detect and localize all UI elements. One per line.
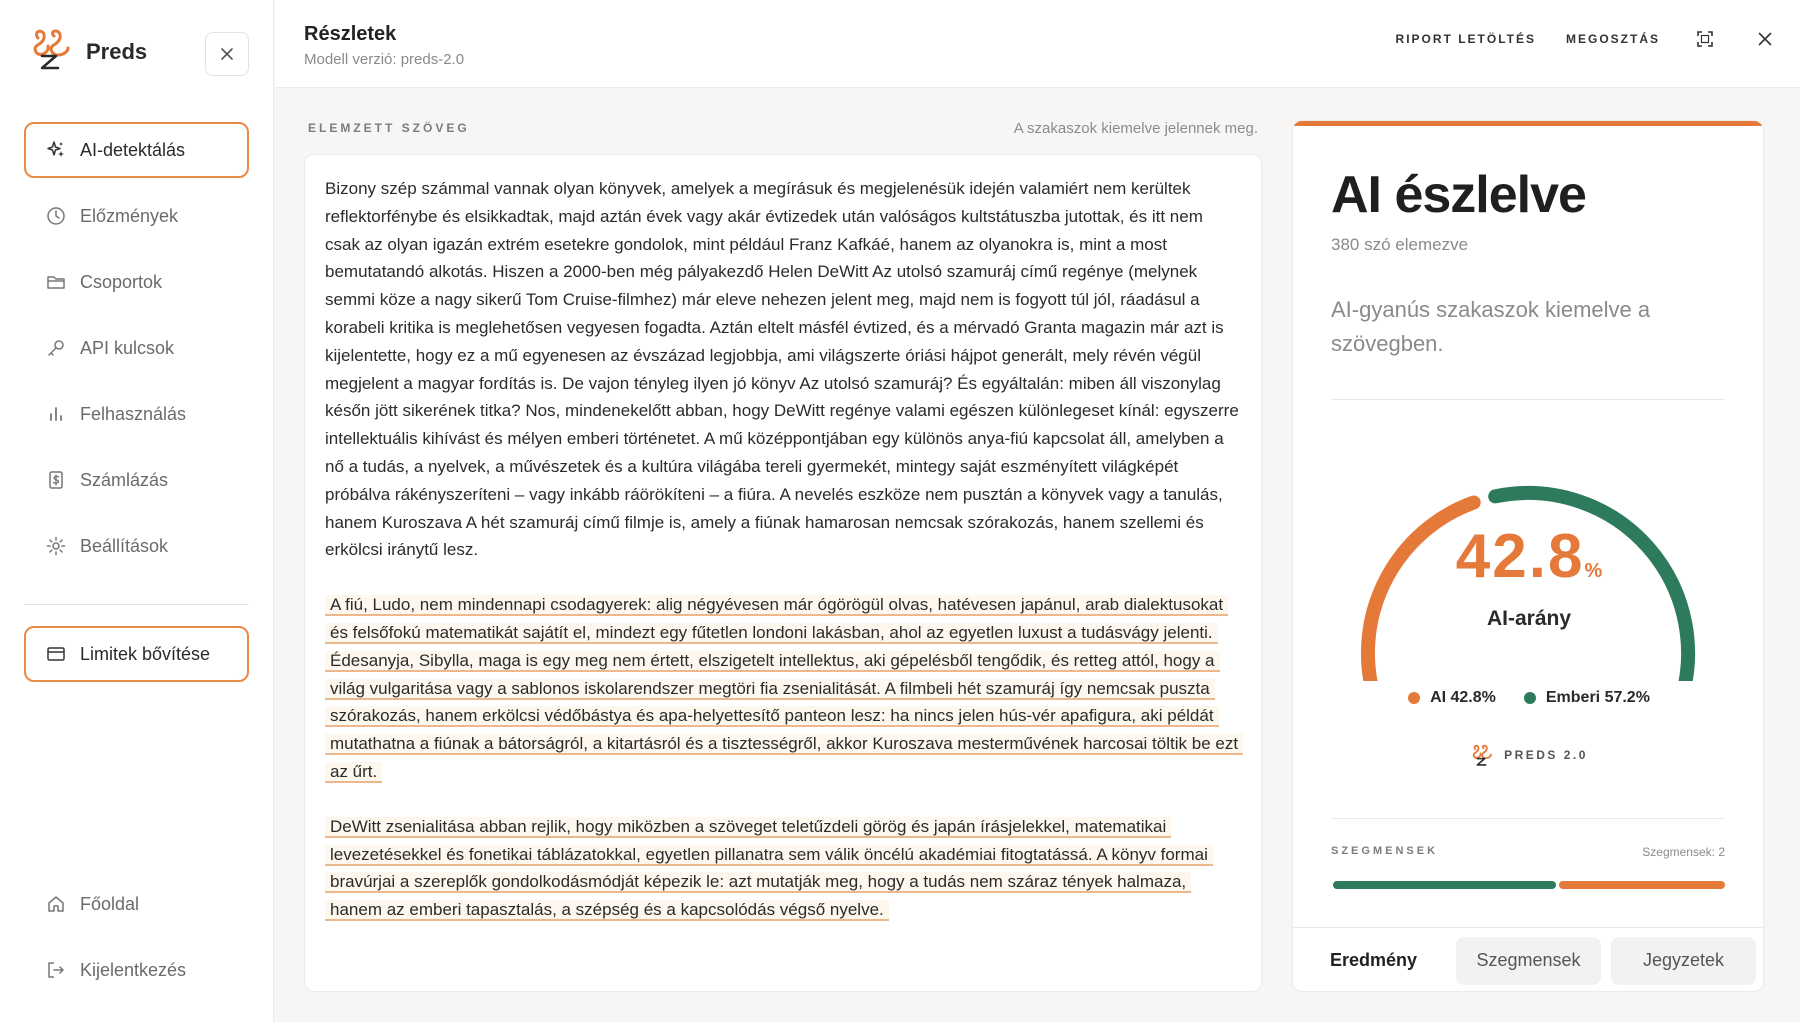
highlighted-paragraph[interactable] <box>325 591 1241 786</box>
paragraph-text: Bizony szép számmal vannak olyan könyvek, amelyek a megírásuk és megjelenésük idején valamiért nem kerültek reflektorfénybe és elsikkadtak, majd aztán évek vagy akár évtizedek után valóságos kultstátuszba jutottak, és itt nem csak az olyan igazán extrém esetekre gondolok, mint például Franz Kafkáé, hanem az olyanokra is, mint a most bemutatandó alkotás. Hiszen a 2000-ben még pályakezdő Helen DeWitt Az utolsó szamuráj című regénye (melynek semmi köze a nagy sikerű Tom Cruise-filmhez) már eleve nehezen jelent meg, majd nem is fogyott túl jól, ráadásul a korabeli kritika is meglehetősen vegyesen fogadta. Aztán eltelt másfél évtized, és a mérvadó Granta magazin már azt is kijelentette, hogy ez a mű egyenesen az évszázad legjobbja, ami világszerte óriási hájpot generált, mely révén végül megjelent a magyar fordítás is. De vajon tényleg ilyen jó könyv Az utolsó szamuráj? És egyáltalán: miben áll viszonylag későn jött sikerének titka? Nos, mindenekelőtt abban, hogy DeWitt regénye valami egészen különlegeset kínál: egyszerre intellektuális kihívást és mélyen emberi történetet. A mű középpontjában egy különös anya-fiú kapcsolat áll, amelyben a nő a tudás, a nyelvek, a művészetek és a kultúra világába tereli gyermekét, mintegy saját eszményített világképét próbálva rákényszeríteni – vagy inkább ráörökíteni – a fiúra. A nevelés eszköze nem pusztán a könyvek vagy a tanulás, hanem Kuroszava A hét szamuráj című filmje is, amely a fiúnak hamarosan nemcsak szórakozás, hanem szellemi és erkölcsi iránytű lesz. <box>325 179 1239 560</box>
preds-logo-icon <box>1470 743 1494 767</box>
analyzed-text-card <box>304 154 1262 992</box>
nav-item-api-keys[interactable] <box>24 320 249 376</box>
model-version: Modell verzió: preds-2.0 <box>304 51 465 68</box>
preds-logo-icon <box>28 26 74 77</box>
legend-human <box>1524 689 1650 707</box>
main-nav <box>24 122 249 584</box>
nav-item-logout[interactable] <box>24 942 249 998</box>
credit-card-icon <box>46 644 66 664</box>
logout-icon <box>46 960 66 980</box>
tab-segments[interactable]: Szegmensek <box>1456 937 1601 985</box>
nav-item-usage[interactable] <box>24 386 249 442</box>
nav-item-billing[interactable] <box>24 452 249 508</box>
nav-item-ai-detection[interactable] <box>24 122 249 178</box>
nav-label-logout: Kijelentkezés <box>80 959 187 980</box>
result-tabs <box>1293 927 1764 992</box>
sidebar-divider <box>24 604 249 605</box>
nav-item-settings[interactable] <box>24 518 249 574</box>
legend-ai-dot <box>1408 692 1420 704</box>
result-accent-bar <box>1293 121 1764 126</box>
share-link[interactable]: MEGOSZTÁS <box>1565 32 1660 46</box>
highlight-hint: A szakaszok kiemelve jelennek meg. <box>1013 120 1258 137</box>
segments-label: SZEGMENSEK <box>1331 845 1439 857</box>
nav-label-home: Főoldal <box>80 893 140 914</box>
legend-ai-label: AI 42.8% <box>1430 689 1496 706</box>
nav-label-history: Előzmények <box>80 205 179 226</box>
bar-chart-icon <box>46 404 66 424</box>
invoice-icon <box>46 470 66 490</box>
tab-result[interactable]: Eredmény <box>1301 937 1446 985</box>
expand-icon <box>1697 31 1713 47</box>
ai-ratio-number: 42.8 <box>1455 522 1585 591</box>
highlighted-paragraph[interactable] <box>325 813 1241 924</box>
nav-label-usage: Felhasználás <box>80 403 187 424</box>
fullscreen-button[interactable] <box>1690 24 1720 54</box>
legend-ai <box>1408 689 1496 707</box>
highlighted-text: A fiú, Ludo, nem mindennapi csodagyerek: alig négyévesen már ógörögül olvas, hatévesen japánul, arab dialektusokat és felsőfokú matematikát sajátít el, mindezt egy fűtetlen londoni lakásban, ahol az egyetlen luxust a tudásvágy jelenti. Édesanyja, Sibylla, maga is egy meg nem értett, elszigetelt intellektus, aki gépelésből tengődik, és retteg attól, hogy a világ vulgaritása vagy a sablonos iskolarendszer megtöri fia zsenialitását. A filmbeli hét szamuráj így nemcsak puszta szórakozás, hanem erkölcsi védőbástya és apa-helyettesítő panteon lesz: ha nincs jelen hús-vér apafigura, aki példát mutathatna a fiúnak a bátorságról, a kitartásról és a tisztességről, akkor Kuroszava mesterművének harcosai töltik be ezt az űrt. <box>325 595 1243 783</box>
nav-label-settings: Beállítások <box>80 535 169 556</box>
segment-human[interactable] <box>1333 881 1556 889</box>
ai-ratio-unit: % <box>1584 560 1603 582</box>
details-header <box>275 0 1800 88</box>
gear-icon <box>46 536 66 556</box>
legend-human-dot <box>1524 692 1536 704</box>
result-description: AI-gyanús szakaszok kiemelve a szövegben. <box>1331 297 1651 356</box>
text-paragraph <box>325 175 1241 564</box>
gauge-legend <box>1293 689 1764 707</box>
result-divider <box>1331 399 1725 400</box>
nav-item-groups[interactable] <box>24 254 249 310</box>
result-title: AI észlelve <box>1331 166 1586 224</box>
word-count: 380 szó elemezve <box>1331 235 1469 254</box>
segments-bar <box>1333 881 1725 889</box>
home-icon <box>46 894 66 914</box>
brand-name: Preds <box>86 38 148 64</box>
nav-label-api-keys: API kulcsok <box>80 337 175 358</box>
nav-item-home[interactable] <box>24 876 249 932</box>
upgrade-limits-label: Limitek bővítése <box>80 643 211 664</box>
download-report-link[interactable]: RIPORT LETÖLTÉS <box>1395 32 1536 46</box>
bottom-nav <box>24 876 249 1008</box>
close-icon <box>220 47 234 61</box>
clock-icon <box>46 206 66 226</box>
segment-ai[interactable] <box>1559 881 1725 889</box>
analyzed-text-label: ELEMZETT SZÖVEG <box>308 121 470 135</box>
nav-label-billing: Számlázás <box>80 469 169 490</box>
sidebar <box>0 0 274 1022</box>
nav-label-groups: Csoportok <box>80 271 163 292</box>
close-icon <box>1758 32 1772 46</box>
folder-icon <box>46 272 66 292</box>
upgrade-limits-button[interactable] <box>24 626 249 682</box>
legend-human-label: Emberi 57.2% <box>1545 689 1650 706</box>
model-badge <box>1293 743 1764 767</box>
tab-notes[interactable]: Jegyzetek <box>1611 937 1756 985</box>
result-divider <box>1331 818 1725 819</box>
result-card <box>1292 120 1764 992</box>
key-icon <box>46 338 66 358</box>
brand[interactable] <box>28 26 147 77</box>
highlighted-text: DeWitt zsenialitása abban rejlik, hogy miközben a szöveget teletűzdeli görög és japán írásjelekkel, matematikai levezetésekkel és fonetikai táblázatokkal, egyetlen pillanatra sem válik öncélú akadémiai fitogtatássá. A könyv formai bravúrjai a szereplők gondolkodásmódját képezik le: azt mutatják meg, hogy a tudás nem száraz tények halmaza, hanem az emberi tapasztalás, a szépség és a kapcsolódás végső nyelve. <box>325 817 1213 921</box>
ai-ratio-label: AI-arány <box>1486 607 1572 630</box>
nav-label-ai-detection: AI-detektálás <box>80 139 186 160</box>
nav-item-history[interactable] <box>24 188 249 244</box>
segments-count: Szegmensek: 2 <box>1642 845 1725 859</box>
model-badge-label: PREDS 2.0 <box>1504 748 1588 762</box>
ai-ratio-value <box>1293 521 1764 592</box>
sparkles-icon <box>46 140 66 160</box>
close-sidebar-button[interactable] <box>205 32 249 76</box>
header-actions <box>1396 24 1780 54</box>
page-title: Részletek <box>304 23 397 45</box>
close-details-button[interactable] <box>1750 24 1780 54</box>
